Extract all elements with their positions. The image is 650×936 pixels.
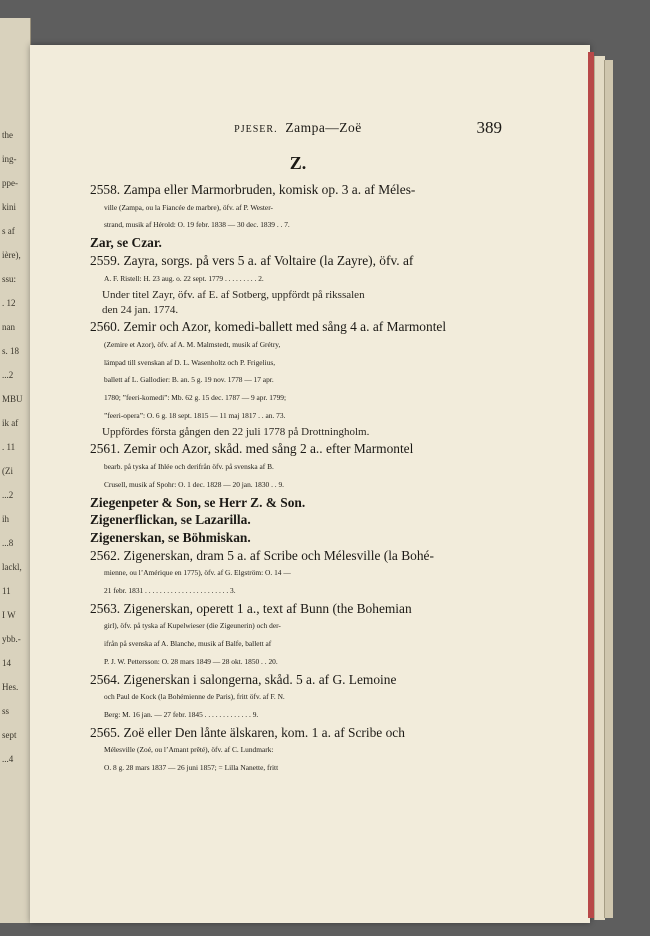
facing-page-fragment: kini — [2, 202, 17, 212]
facing-page-fragment: s af — [2, 226, 15, 236]
facing-page-edge — [0, 18, 31, 923]
facing-page-fragment: (Zi — [2, 466, 13, 476]
facing-page-fragment: I W — [2, 610, 16, 620]
text-line: A. F. Ristell: H. 23 aug. o. 22 sept. 1779 . . . . . . . . . 2. — [104, 273, 264, 283]
facing-page-fragment: ...4 — [2, 754, 14, 764]
text-line: ifrån på svenska af A. Blanche, musik af Balfe, ballett af — [104, 639, 272, 649]
text-line: 2564. Zigenerskan i salongerna, skåd. 5 a. af G. Lemoine — [90, 671, 397, 687]
text-line: P. J. W. Pettersson: O. 28 mars 1849 — 28 okt. 1850 . . 20. — [104, 656, 278, 666]
text-line: Mélesville (Zoé, ou l’Amant prêté), öfv. af C. Lundmark: — [104, 745, 274, 755]
text-line: Crusell, musik af Spohr: O. 1 dec. 1828 — 20 jan. 1830 . . 9. — [104, 479, 285, 489]
facing-page-fragment: s. 18 — [2, 346, 20, 356]
facing-page-fragment: sept — [2, 730, 17, 740]
note-line: Uppfördes första gången den 22 juli 1778 på Drottningholm. — [102, 426, 370, 439]
facing-page-fragment: ing- — [2, 154, 17, 164]
text-line: 2558. Zampa eller Marmorbruden, komisk op. 3 a. af Méles- — [90, 182, 416, 197]
text-line: O. 8 g. 28 mars 1837 — 26 juni 1857; = Lilla Nanette, fritt — [104, 763, 279, 773]
page-stack-edge-outer — [604, 60, 613, 918]
facing-page-fragment: . 11 — [2, 442, 16, 452]
facing-page-fragment: ss — [2, 706, 10, 716]
facing-page-fragment: ...2 — [2, 370, 14, 380]
text-line: bearb. på tyska af Ihlée och derifrån öfv. på svenska af B. — [104, 462, 274, 472]
facing-page-fragment: ik af — [2, 418, 19, 428]
facing-page-fragment: ybb.- — [2, 634, 21, 644]
text-line: och Paul de Kock (la Bohémienne de Paris), fritt öfv. af F. N. — [104, 692, 285, 702]
text-line: girl), öfv. på tyska af Kupelwieser (die Zigeunerin) och der- — [104, 621, 281, 631]
note-line: den 24 jan. 1774. — [102, 304, 179, 317]
section-letter: Z. — [289, 153, 307, 173]
text-line: 2563. Zigenerskan, operett 1 a., text af Bunn (the Bohemian — [90, 600, 412, 616]
facing-page-fragment: ...8 — [2, 538, 14, 548]
text-line: 2562. Zigenerskan, dram 5 a. af Scribe och Mélesville (la Bohé- — [90, 547, 434, 563]
text-line: 21 febr. 1831 . . . . . . . . . . . . . . . . . . . . . . . 3. — [104, 586, 236, 596]
text-line: ballett af L. Gallodier: B. an. 5 g. 19 nov. 1778 — 17 apr. — [104, 375, 274, 385]
text-line: strand, musik af Hérold: O. 19 febr. 1838 — 30 dec. 1839 . . 7. — [104, 220, 290, 230]
entries — [90, 181, 506, 777]
facing-page-fragment: ih — [2, 514, 10, 524]
cross-reference: Zar, se Czar. — [90, 235, 162, 251]
facing-page-fragment: Hes. — [2, 682, 19, 692]
text-line: ”feeri-opera”: O. 6 g. 18 sept. 1815 — 11 maj 1817 . . an. 73. — [104, 410, 286, 420]
cross-reference: Zigenerflickan, se Lazarilla. — [90, 512, 251, 528]
facing-page-fragment: the — [2, 130, 13, 140]
text-line: 1780; ”feeri-komedi”: Mb. 62 g. 15 dec. 1787 — 9 apr. 1799; — [104, 393, 287, 403]
facing-page-fragment: ...2 — [2, 490, 14, 500]
running-head-title: PJESER. Zampa—Zoë — [234, 120, 362, 135]
page-number: 389 — [476, 118, 502, 137]
text-line: 2559. Zayra, sorgs. på vers 5 a. af Voltaire (la Zayre), öfv. af — [90, 252, 414, 268]
cross-reference: Zigenerskan, se Böhmiskan. — [90, 529, 251, 545]
facing-page-fragment: . 12 — [2, 298, 16, 308]
note-line: Under titel Zayr, öfv. af E. af Sotberg, uppfördt på rikssalen — [102, 289, 365, 302]
facing-page-fragment: lackl, — [2, 562, 22, 572]
text-line: ville (Zampa, ou la Fiancée de marbre), öfv. af P. Wester- — [104, 202, 273, 212]
text-line: 2565. Zoë eller Den lånte älskaren, kom. 1 a. af Scribe och — [90, 724, 405, 740]
text-line: (Zemire et Azor), öfv. af A. M. Malmstedt, musik af Grétry, — [104, 339, 281, 349]
facing-page-fragment: MBU — [2, 394, 23, 404]
facing-page-fragment: 14 — [2, 658, 11, 668]
cross-reference: Ziegenpeter & Son, se Herr Z. & Son. — [90, 494, 306, 510]
running-head — [90, 118, 506, 140]
facing-page-fragment: ière), — [2, 250, 21, 260]
facing-page-fragment: nan — [2, 322, 15, 332]
text-line: Berg: M. 16 jan. — 27 febr. 1845 . . . . . . . . . . . . . 9. — [104, 709, 259, 719]
text-line: lämpad till svenskan af D. L. Wasenholtz och P. Frigelius, — [104, 357, 276, 367]
facing-page-fragment: ssu: — [2, 274, 17, 284]
text-line: mienne, ou l’Amérique en 1775), öfv. af G. Elgström: O. 14 — — [104, 568, 291, 578]
text-line: 2560. Zemir och Azor, komedi-ballett med sång 4 a. af Marmontel — [90, 319, 447, 335]
text-line: 2561. Zemir och Azor, skåd. med sång 2 a.. efter Marmontel — [90, 441, 414, 457]
facing-page-fragment: ppe- — [2, 178, 18, 188]
facing-page-fragment: 11 — [2, 586, 11, 596]
